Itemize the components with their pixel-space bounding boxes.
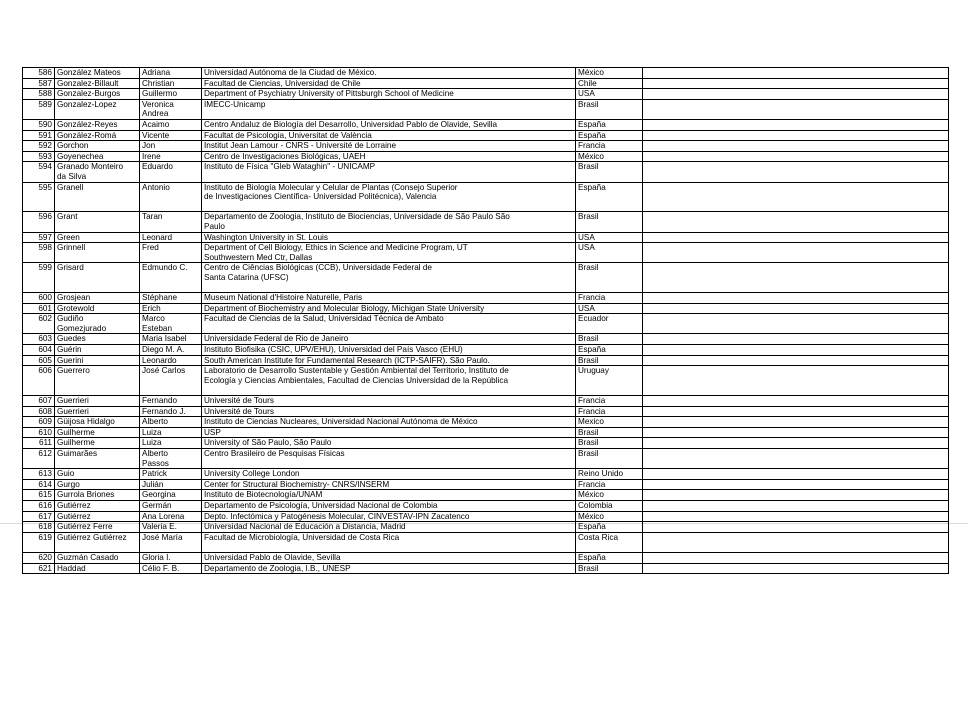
country-cell: USA bbox=[576, 303, 643, 314]
empty-cell bbox=[643, 396, 949, 407]
table-row bbox=[23, 89, 949, 100]
last-name-cell: Guio bbox=[55, 469, 140, 480]
country-cell: Brasil bbox=[576, 563, 643, 574]
last-name-cell: Grisard bbox=[55, 263, 140, 293]
last-name-cell: Guérin bbox=[55, 345, 140, 356]
last-name-cell: Gudiño Gomezjurado bbox=[55, 314, 140, 334]
institution-cell: Centro Andaluz de Biología del Desarrollo, Universidad Pablo de Olavide, Sevilla bbox=[202, 119, 576, 130]
participants-table-body bbox=[23, 68, 949, 574]
empty-cell bbox=[643, 334, 949, 345]
empty-cell bbox=[643, 119, 949, 130]
first-name-cell: Veronica Andrea bbox=[140, 99, 202, 119]
country-cell: Brasil bbox=[576, 449, 643, 469]
first-name-cell: Julián bbox=[140, 479, 202, 490]
institution-cell: Museum National d'Histoire Naturelle, Paris bbox=[202, 293, 576, 304]
institution-cell: Facultad de Ciencias de la Salud, Universidad Técnica de Ambato bbox=[202, 314, 576, 334]
row-number-cell: 613 bbox=[23, 469, 55, 480]
first-name-cell: Germán bbox=[140, 500, 202, 511]
country-cell: Chile bbox=[576, 78, 643, 89]
last-name-cell: Gonzalez-Burgos bbox=[55, 89, 140, 100]
row-number-cell: 600 bbox=[23, 293, 55, 304]
institution-cell: South American Institute for Fundamental Research (ICTP-SAIFR). São Paulo. bbox=[202, 355, 576, 366]
table-row bbox=[23, 99, 949, 119]
row-number-cell: 598 bbox=[23, 243, 55, 263]
country-cell: USA bbox=[576, 89, 643, 100]
row-number-cell: 595 bbox=[23, 182, 55, 212]
empty-cell bbox=[643, 68, 949, 79]
row-number-cell: 620 bbox=[23, 552, 55, 563]
country-cell: Brasil bbox=[576, 212, 643, 232]
empty-cell bbox=[643, 89, 949, 100]
row-number-cell: 621 bbox=[23, 563, 55, 574]
first-name-cell: Edmundo C. bbox=[140, 263, 202, 293]
country-cell: Francia bbox=[576, 141, 643, 152]
first-name-cell: José María bbox=[140, 532, 202, 552]
last-name-cell: Grant bbox=[55, 212, 140, 232]
first-name-cell: Ana Lorena bbox=[140, 511, 202, 522]
table-row bbox=[23, 511, 949, 522]
row-number-cell: 618 bbox=[23, 522, 55, 533]
country-cell: España bbox=[576, 345, 643, 356]
country-cell: Colombia bbox=[576, 500, 643, 511]
row-number-cell: 615 bbox=[23, 490, 55, 501]
last-name-cell: Guedes bbox=[55, 334, 140, 345]
first-name-cell: Luiza bbox=[140, 438, 202, 449]
table-row bbox=[23, 449, 949, 469]
first-name-cell: Christian bbox=[140, 78, 202, 89]
last-name-cell: Gutiérrez Gutiérrez bbox=[55, 532, 140, 552]
table-row bbox=[23, 500, 949, 511]
last-name-cell: González-Reyes bbox=[55, 119, 140, 130]
empty-cell bbox=[643, 99, 949, 119]
table-row bbox=[23, 406, 949, 417]
row-number-cell: 608 bbox=[23, 406, 55, 417]
empty-cell bbox=[643, 366, 949, 396]
country-cell: Brasil bbox=[576, 334, 643, 345]
country-cell: USA bbox=[576, 232, 643, 243]
last-name-cell: Guimarães bbox=[55, 449, 140, 469]
empty-cell bbox=[643, 232, 949, 243]
table-row bbox=[23, 552, 949, 563]
institution-cell: University of São Paulo, São Paulo bbox=[202, 438, 576, 449]
empty-cell bbox=[643, 243, 949, 263]
last-name-cell: Goyenechea bbox=[55, 151, 140, 162]
table-row bbox=[23, 119, 949, 130]
institution-cell: University College London bbox=[202, 469, 576, 480]
institution-cell: Instituto de Física "Gleb Wataghin" - UNICAMP bbox=[202, 162, 576, 182]
row-number-cell: 609 bbox=[23, 417, 55, 428]
row-number-cell: 593 bbox=[23, 151, 55, 162]
first-name-cell: Eduardo bbox=[140, 162, 202, 182]
empty-cell bbox=[643, 522, 949, 533]
last-name-cell: Gonzalez-Lopez bbox=[55, 99, 140, 119]
last-name-cell: Granell bbox=[55, 182, 140, 212]
institution-cell: Center for Structural Biochemistry- CNRS/INSERM bbox=[202, 479, 576, 490]
last-name-cell: Gurrola Briones bbox=[55, 490, 140, 501]
country-cell: México bbox=[576, 511, 643, 522]
row-number-cell: 594 bbox=[23, 162, 55, 182]
institution-cell: Facultad de Microbiología, Universidad de Costa Rica bbox=[202, 532, 576, 552]
table-row bbox=[23, 212, 949, 232]
first-name-cell: Guillermo bbox=[140, 89, 202, 100]
row-number-cell: 597 bbox=[23, 232, 55, 243]
country-cell: Brasil bbox=[576, 263, 643, 293]
country-cell: Brasil bbox=[576, 162, 643, 182]
table-row bbox=[23, 293, 949, 304]
country-cell: Mexico bbox=[576, 417, 643, 428]
country-cell: Brasil bbox=[576, 99, 643, 119]
institution-cell: Centro Brasileiro de Pesquisas Físicas bbox=[202, 449, 576, 469]
table-row bbox=[23, 479, 949, 490]
country-cell: USA bbox=[576, 243, 643, 263]
row-number-cell: 603 bbox=[23, 334, 55, 345]
table-row bbox=[23, 263, 949, 293]
country-cell: Brasil bbox=[576, 355, 643, 366]
country-cell: México bbox=[576, 68, 643, 79]
last-name-cell: Green bbox=[55, 232, 140, 243]
first-name-cell: Leonard bbox=[140, 232, 202, 243]
empty-cell bbox=[643, 212, 949, 232]
table-row bbox=[23, 532, 949, 552]
institution-cell: Department of Biochemistry and Molecular Biology, Michigan State University bbox=[202, 303, 576, 314]
first-name-cell: Georgina bbox=[140, 490, 202, 501]
row-number-cell: 591 bbox=[23, 130, 55, 141]
table-row bbox=[23, 345, 949, 356]
table-row bbox=[23, 162, 949, 182]
country-cell: España bbox=[576, 119, 643, 130]
empty-cell bbox=[643, 314, 949, 334]
first-name-cell: Fred bbox=[140, 243, 202, 263]
table-row bbox=[23, 314, 949, 334]
table-row bbox=[23, 130, 949, 141]
first-name-cell: Fernando J. bbox=[140, 406, 202, 417]
first-name-cell: Vicente bbox=[140, 130, 202, 141]
institution-cell: Departamento de Psicología, Universidad Nacional de Colombia bbox=[202, 500, 576, 511]
first-name-cell: Erich bbox=[140, 303, 202, 314]
table-row bbox=[23, 355, 949, 366]
country-cell: México bbox=[576, 151, 643, 162]
first-name-cell: Taran bbox=[140, 212, 202, 232]
institution-cell: Université de Tours bbox=[202, 396, 576, 407]
first-name-cell: Jon bbox=[140, 141, 202, 152]
country-cell: España bbox=[576, 182, 643, 212]
row-number-cell: 596 bbox=[23, 212, 55, 232]
country-cell: España bbox=[576, 552, 643, 563]
empty-cell bbox=[643, 345, 949, 356]
first-name-cell: Adriana bbox=[140, 68, 202, 79]
participants-table bbox=[22, 67, 949, 574]
last-name-cell: Guerrieri bbox=[55, 396, 140, 407]
last-name-cell: Guzmán Casado bbox=[55, 552, 140, 563]
first-name-cell: Alberto Passos bbox=[140, 449, 202, 469]
table-row bbox=[23, 563, 949, 574]
first-name-cell: Irene bbox=[140, 151, 202, 162]
table-row bbox=[23, 522, 949, 533]
country-cell: Francia bbox=[576, 479, 643, 490]
institution-cell: Department of Psychiatry University of Pittsburgh School of Medicine bbox=[202, 89, 576, 100]
first-name-cell: José Carlos bbox=[140, 366, 202, 396]
last-name-cell: Guilherme bbox=[55, 427, 140, 438]
row-number-cell: 586 bbox=[23, 68, 55, 79]
empty-cell bbox=[643, 563, 949, 574]
row-number-cell: 607 bbox=[23, 396, 55, 407]
institution-cell: Instituto Biofisika (CSIC, UPV/EHU), Universidad del País Vasco (EHU) bbox=[202, 345, 576, 356]
country-cell: Reino Unido bbox=[576, 469, 643, 480]
institution-cell: Universidad Autónoma de la Ciudad de México. bbox=[202, 68, 576, 79]
empty-cell bbox=[643, 449, 949, 469]
last-name-cell: Gutiérrez bbox=[55, 511, 140, 522]
first-name-cell: Fernando bbox=[140, 396, 202, 407]
empty-cell bbox=[643, 78, 949, 89]
table-row bbox=[23, 151, 949, 162]
table-row bbox=[23, 303, 949, 314]
row-number-cell: 619 bbox=[23, 532, 55, 552]
table-row bbox=[23, 417, 949, 428]
table-row bbox=[23, 182, 949, 212]
empty-cell bbox=[643, 141, 949, 152]
first-name-cell: Luiza bbox=[140, 427, 202, 438]
row-number-cell: 611 bbox=[23, 438, 55, 449]
empty-cell bbox=[643, 151, 949, 162]
institution-cell: Centro de Ciências Biológicas (CCB), Universidade Federal de Santa Catarina (UFSC) bbox=[202, 263, 576, 293]
institution-cell: Institut Jean Lamour - CNRS - Université de Lorraine bbox=[202, 141, 576, 152]
institution-cell: Universidade Federal de Rio de Janeiro bbox=[202, 334, 576, 345]
first-name-cell: Gloria I. bbox=[140, 552, 202, 563]
institution-cell: Laboratorio de Desarrollo Sustentable y Gestión Ambiental del Territorio, Instituto de Ecología y Ciencias Ambientales, Facultad de Ciencias Universidad de la República bbox=[202, 366, 576, 396]
row-number-cell: 604 bbox=[23, 345, 55, 356]
country-cell: Brasil bbox=[576, 438, 643, 449]
empty-cell bbox=[643, 511, 949, 522]
country-cell: México bbox=[576, 490, 643, 501]
row-number-cell: 592 bbox=[23, 141, 55, 152]
institution-cell: Centro de Investigaciones Biológicas, UAEH bbox=[202, 151, 576, 162]
first-name-cell: Célio F. B. bbox=[140, 563, 202, 574]
institution-cell: Depto. Infectómica y Patogénesis Molecular, CINVESTAV-IPN Zacatenco bbox=[202, 511, 576, 522]
first-name-cell: Patrick bbox=[140, 469, 202, 480]
first-name-cell: Stéphane bbox=[140, 293, 202, 304]
empty-cell bbox=[643, 427, 949, 438]
table-row bbox=[23, 243, 949, 263]
country-cell: España bbox=[576, 522, 643, 533]
table-row bbox=[23, 490, 949, 501]
empty-cell bbox=[643, 130, 949, 141]
first-name-cell: Acaimo bbox=[140, 119, 202, 130]
institution-cell: Washington University in St. Louis bbox=[202, 232, 576, 243]
table-row bbox=[23, 427, 949, 438]
first-name-cell: Antonio bbox=[140, 182, 202, 212]
country-cell: Brasil bbox=[576, 427, 643, 438]
empty-cell bbox=[643, 532, 949, 552]
table-row bbox=[23, 366, 949, 396]
institution-cell: Université de Tours bbox=[202, 406, 576, 417]
row-number-cell: 602 bbox=[23, 314, 55, 334]
country-cell: Francia bbox=[576, 293, 643, 304]
row-number-cell: 617 bbox=[23, 511, 55, 522]
country-cell: Francia bbox=[576, 406, 643, 417]
row-number-cell: 588 bbox=[23, 89, 55, 100]
last-name-cell: Grosjean bbox=[55, 293, 140, 304]
row-number-cell: 590 bbox=[23, 119, 55, 130]
first-name-cell: Alberto bbox=[140, 417, 202, 428]
table-row bbox=[23, 396, 949, 407]
institution-cell: USP bbox=[202, 427, 576, 438]
country-cell: Costa Rica bbox=[576, 532, 643, 552]
institution-cell: Departamento de Zoologia, Instituto de Biociencias, Universidade de São Paulo São Paulo bbox=[202, 212, 576, 232]
last-name-cell: Güijosa Hidalgo bbox=[55, 417, 140, 428]
last-name-cell: González Mateos bbox=[55, 68, 140, 79]
table-row bbox=[23, 469, 949, 480]
institution-cell: Instituto de Ciencias Nucleares, Universidad Nacional Autónoma de México bbox=[202, 417, 576, 428]
empty-cell bbox=[643, 479, 949, 490]
empty-cell bbox=[643, 552, 949, 563]
row-number-cell: 605 bbox=[23, 355, 55, 366]
last-name-cell: Grinnell bbox=[55, 243, 140, 263]
empty-cell bbox=[643, 263, 949, 293]
empty-cell bbox=[643, 500, 949, 511]
row-number-cell: 599 bbox=[23, 263, 55, 293]
last-name-cell: Guerrero bbox=[55, 366, 140, 396]
table-row bbox=[23, 232, 949, 243]
last-name-cell: Gurgo bbox=[55, 479, 140, 490]
last-name-cell: Guerrieri bbox=[55, 406, 140, 417]
last-name-cell: Gonzalez-Billault bbox=[55, 78, 140, 89]
last-name-cell: Guilherme bbox=[55, 438, 140, 449]
empty-cell bbox=[643, 438, 949, 449]
row-number-cell: 610 bbox=[23, 427, 55, 438]
institution-cell: Facultad de Ciencias, Universidad de Chile bbox=[202, 78, 576, 89]
last-name-cell: Granado Monteiro da Silva bbox=[55, 162, 140, 182]
empty-cell bbox=[643, 469, 949, 480]
empty-cell bbox=[643, 293, 949, 304]
row-number-cell: 606 bbox=[23, 366, 55, 396]
last-name-cell: Gutiérrez Ferre bbox=[55, 522, 140, 533]
empty-cell bbox=[643, 303, 949, 314]
last-name-cell: Gutiérrez bbox=[55, 500, 140, 511]
empty-cell bbox=[643, 355, 949, 366]
institution-cell: Universidad Pablo de Olavide, Sevilla bbox=[202, 552, 576, 563]
institution-cell: Instituto de Biotecnología/UNAM bbox=[202, 490, 576, 501]
table-row bbox=[23, 334, 949, 345]
table-row bbox=[23, 68, 949, 79]
empty-cell bbox=[643, 162, 949, 182]
row-number-cell: 601 bbox=[23, 303, 55, 314]
last-name-cell: González-Romá bbox=[55, 130, 140, 141]
institution-cell: Department of Cell Biology, Ethics in Science and Medicine Program, UT Southwestern Med Ctr, Dallas bbox=[202, 243, 576, 263]
empty-cell bbox=[643, 406, 949, 417]
first-name-cell: Marco Esteban bbox=[140, 314, 202, 334]
row-number-cell: 587 bbox=[23, 78, 55, 89]
table-row bbox=[23, 438, 949, 449]
first-name-cell: Maria Isabel bbox=[140, 334, 202, 345]
last-name-cell: Haddad bbox=[55, 563, 140, 574]
last-name-cell: Guerini bbox=[55, 355, 140, 366]
institution-cell: IMECC-Unicamp bbox=[202, 99, 576, 119]
country-cell: Ecuador bbox=[576, 314, 643, 334]
country-cell: Francia bbox=[576, 396, 643, 407]
institution-cell: Universidad Nacional de Educación a Distancia, Madrid bbox=[202, 522, 576, 533]
empty-cell bbox=[643, 490, 949, 501]
row-number-cell: 614 bbox=[23, 479, 55, 490]
first-name-cell: Leonardo bbox=[140, 355, 202, 366]
row-number-cell: 589 bbox=[23, 99, 55, 119]
table-row bbox=[23, 141, 949, 152]
row-number-cell: 612 bbox=[23, 449, 55, 469]
empty-cell bbox=[643, 182, 949, 212]
institution-cell: Departamento de Zoologia, I.B., UNESP bbox=[202, 563, 576, 574]
country-cell: Uruguay bbox=[576, 366, 643, 396]
country-cell: España bbox=[576, 130, 643, 141]
table-row bbox=[23, 78, 949, 89]
last-name-cell: Grotewold bbox=[55, 303, 140, 314]
first-name-cell: Diego M. A. bbox=[140, 345, 202, 356]
institution-cell: Facultat de Psicologia, Universitat de València bbox=[202, 130, 576, 141]
institution-cell: Instituto de Biología Molecular y Celular de Plantas (Consejo Superior de Investigaciones Científica- Universidad Politécnica), Valencia bbox=[202, 182, 576, 212]
empty-cell bbox=[643, 417, 949, 428]
row-number-cell: 616 bbox=[23, 500, 55, 511]
first-name-cell: Valeria E. bbox=[140, 522, 202, 533]
last-name-cell: Gorchon bbox=[55, 141, 140, 152]
